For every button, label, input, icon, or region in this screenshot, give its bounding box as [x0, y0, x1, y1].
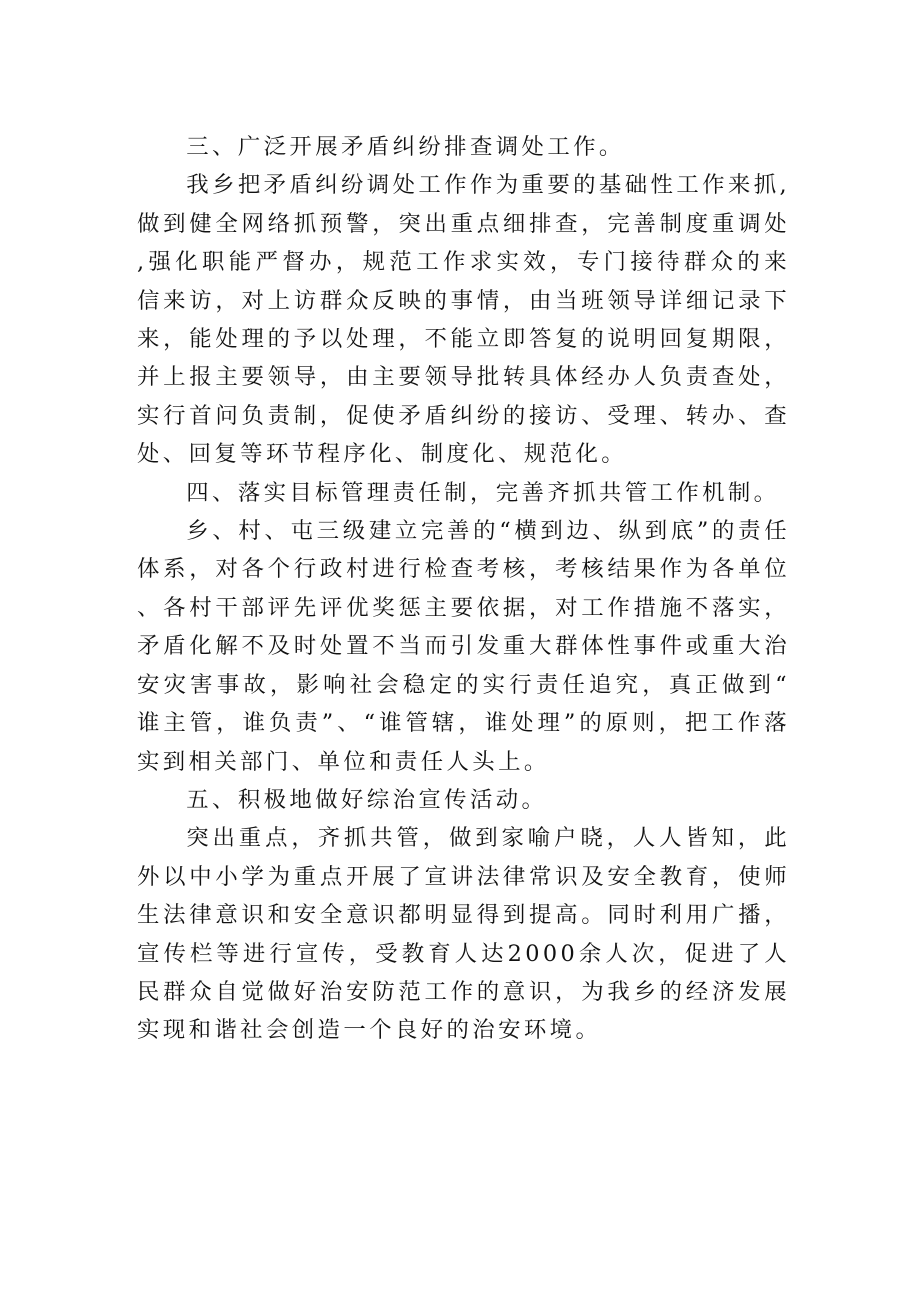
- section-heading-4: 四、落实目标管理责任制，完善齐抓共管工作机制。: [186, 479, 780, 506]
- document-body: [137, 128, 790, 1050]
- section-heading-3: 三、广泛开展矛盾纠纷排查调处工作。: [186, 134, 625, 160]
- section-paragraph-5: 突出重点，齐抓共管，做到家喻户晓，人人皆知，此外以中小学为重点开展了宣讲法律常识及安全教育，使师生法律意识和安全意识都明显得到提高。同时利用广播，宣传栏等进行宣传，受教育人达2000余人次，促进了人民群众自觉做好治安防范工作的意识，为我乡的经济发展实现和谐社会创造一个良好的治安环境。: [137, 825, 790, 1044]
- section-heading-5: 五、积极地做好综治宣传活动。: [186, 786, 548, 813]
- section-paragraph-4: 乡、村、屯三级建立完善的“横到边、纵到底”的责任体系，对各个行政村进行检查考核，考核结果作为各单位、各村干部评先评优奖惩主要依据，对工作措施不落实，矛盾化解不及时处置不当而引发重大群体性事件或重大治安灾害事故，影响社会稳定的实行责任追究，真正做到“谁主管，谁负责”、“谁管辖，谁处理”的原则，把工作落实到相关部门、单位和责任人头上。: [137, 518, 790, 775]
- section-paragraph-3: 我乡把矛盾纠纷调处工作作为重要的基础性工作来抓,做到健全网络抓预警，突出重点细排查，完善制度重调处,强化职能严督办，规范工作求实效，专门接待群众的来信来访，对上访群众反映的事情，由当班领导详细记录下来，能处理的予以处理，不能立即答复的说明回复期限，并上报主要领导，由主要领导批转具体经办人负责查处，实行首问负责制，促使矛盾纠纷的接访、受理、转办、查处、回复等环节程序化、制度化、规范化。: [137, 172, 790, 468]
